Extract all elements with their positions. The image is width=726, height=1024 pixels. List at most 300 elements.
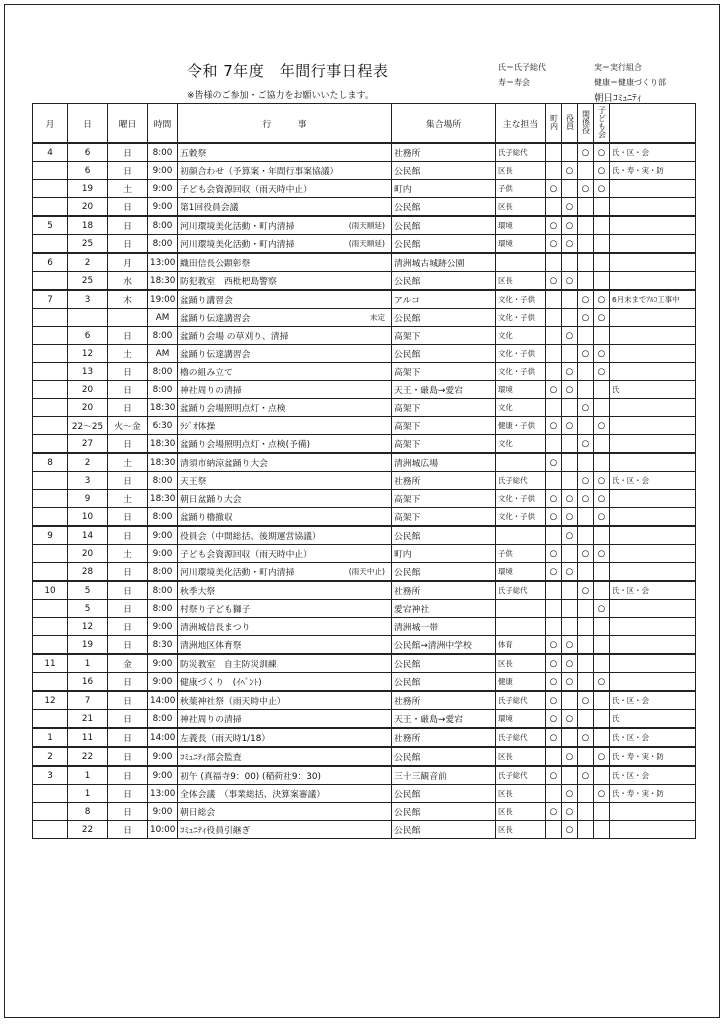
kodomokai-mark: ○ [594, 290, 610, 309]
month-cell [33, 309, 68, 327]
weekday-cell: 日 [108, 673, 148, 692]
day-cell: 7 [68, 691, 108, 710]
table-row [33, 785, 696, 803]
event-cell [178, 821, 392, 839]
day-cell [68, 309, 108, 327]
chonai-mark [546, 309, 562, 327]
notes-cell [610, 216, 696, 235]
place-cell: 高架下 [392, 327, 496, 345]
weekday-cell: 土 [108, 545, 148, 563]
kodomokai-mark [594, 381, 610, 399]
notes-cell [610, 453, 696, 472]
time-cell: AM [148, 309, 178, 327]
page-title: 令和 7年度 年間行事日程表 [187, 62, 389, 80]
event-label: ｺﾐｭﾆﾃｨ部会監査 [180, 753, 242, 763]
event-cell [178, 673, 392, 692]
kankeiyaku-mark [578, 618, 594, 636]
table-row [33, 272, 696, 291]
day-cell: 3 [68, 290, 108, 309]
owner-cell: 環境 [496, 381, 546, 399]
day-cell: 22～25 [68, 417, 108, 435]
chonai-mark [546, 472, 562, 490]
kankeiyaku-mark: ○ [578, 691, 594, 710]
event-cell [178, 766, 392, 785]
event-cell [178, 327, 392, 345]
table-row [33, 581, 696, 600]
day-cell: 2 [68, 453, 108, 472]
notes-cell [610, 654, 696, 673]
time-cell: 18:30 [148, 435, 178, 454]
day-cell: 2 [68, 253, 108, 272]
day-cell: 6 [68, 143, 108, 162]
time-cell: 8:00 [148, 563, 178, 582]
kodomokai-mark: ○ [594, 143, 610, 162]
event-label: 盆踊り会場 の草刈り、清掃 [180, 332, 289, 342]
place-cell: 公民館 [392, 272, 496, 291]
chonai-mark [546, 290, 562, 309]
participation-note: ※皆様のご参加・ご協力をお願いいたします。 [187, 91, 374, 101]
notes-cell: 氏・区・会 [610, 472, 696, 490]
yakuin-mark: ○ [562, 654, 578, 673]
yakuin-mark: ○ [562, 363, 578, 381]
month-cell: 4 [33, 143, 68, 162]
place-cell: 公民館 [392, 654, 496, 673]
place-cell: 高架下 [392, 417, 496, 435]
day-cell: 18 [68, 216, 108, 235]
weekday-cell: 月 [108, 253, 148, 272]
table-row [33, 198, 696, 217]
event-cell [178, 803, 392, 821]
yakuin-mark [562, 600, 578, 618]
event-label: 織田信長公顕彰祭 [180, 259, 251, 269]
event-label: 河川環境美化活動・町内清掃 [180, 222, 295, 232]
yakuin-mark [562, 253, 578, 272]
owner-cell: 氏子総代 [496, 691, 546, 710]
place-cell: 社務所 [392, 728, 496, 747]
month-cell [33, 508, 68, 527]
notes-cell [610, 526, 696, 545]
table-row [33, 216, 696, 235]
event-cell [178, 710, 392, 729]
day-cell: 14 [68, 526, 108, 545]
yakuin-mark [562, 581, 578, 600]
owner-cell: 環境 [496, 216, 546, 235]
chonai-mark: ○ [546, 728, 562, 747]
time-cell: 14:00 [148, 691, 178, 710]
kankeiyaku-mark [578, 654, 594, 673]
event-label: 子ども会資源回収（雨天時中止） [180, 185, 312, 195]
event-label: 全体会議 （事業総括、決算案審議） [180, 790, 326, 800]
yakuin-mark [562, 180, 578, 198]
chonai-mark: ○ [546, 691, 562, 710]
kodomokai-mark: ○ [594, 508, 610, 527]
time-cell: 8:00 [148, 581, 178, 600]
notes-cell [610, 490, 696, 508]
kankeiyaku-mark: ○ [578, 290, 594, 309]
place-cell: アルコ [392, 290, 496, 309]
event-label: 天王祭 [180, 477, 207, 487]
kodomokai-mark [594, 728, 610, 747]
yakuin-mark: ○ [562, 803, 578, 821]
kodomokai-mark [594, 636, 610, 655]
month-cell: 3 [33, 766, 68, 785]
day-cell: 6 [68, 162, 108, 180]
notes-cell: 氏・区・会 [610, 691, 696, 710]
table-row [33, 618, 696, 636]
kankeiyaku-mark [578, 673, 594, 692]
owner-cell: 文化・子供 [496, 490, 546, 508]
kankeiyaku-mark [578, 785, 594, 803]
time-cell: 8:00 [148, 600, 178, 618]
weekday-cell: 日 [108, 747, 148, 766]
kankeiyaku-mark [578, 453, 594, 472]
kankeiyaku-mark [578, 162, 594, 180]
kodomokai-mark [594, 691, 610, 710]
yakuin-mark [562, 453, 578, 472]
legend-kenko: 健康＝健康づくり部 [594, 78, 666, 87]
yakuin-mark [562, 728, 578, 747]
owner-cell: 氏子総代 [496, 143, 546, 162]
event-label: 清須市納涼盆踊り大会 [180, 459, 268, 469]
owner-cell [496, 453, 546, 472]
organization-name: 朝日ｺﾐｭﾆﾃｨ [594, 93, 642, 104]
chonai-mark: ○ [546, 545, 562, 563]
yakuin-mark: ○ [562, 785, 578, 803]
yakuin-mark: ○ [562, 710, 578, 729]
weekday-cell: 日 [108, 363, 148, 381]
event-label: 第1回役員会議 [180, 203, 239, 213]
event-label: 盆踊り会場照明点灯・点検 [180, 404, 286, 414]
yakuin-mark [562, 691, 578, 710]
kankeiyaku-mark [578, 526, 594, 545]
event-label: 役員会（中間総括、後期運営協議） [180, 532, 321, 542]
owner-cell: 文化 [496, 435, 546, 454]
owner-cell: 文化・子供 [496, 508, 546, 527]
chonai-mark [546, 327, 562, 345]
legend-kotobuki: 寿＝寿会 [498, 78, 530, 87]
kankeiyaku-mark [578, 417, 594, 435]
yakuin-mark: ○ [562, 216, 578, 235]
notes-cell [610, 345, 696, 363]
notes-cell: 氏・寿・実・防 [610, 747, 696, 766]
yakuin-mark: ○ [562, 636, 578, 655]
place-cell: 公民館→清洲中学校 [392, 636, 496, 655]
notes-cell: 氏 [610, 710, 696, 729]
event-label: 初午 (真福寺9：00) (稲荷社9：30) [180, 772, 321, 782]
yakuin-mark [562, 472, 578, 490]
weekday-cell: 日 [108, 710, 148, 729]
place-cell: 愛宕神社 [392, 600, 496, 618]
event-cell [178, 399, 392, 417]
table-row [33, 363, 696, 381]
event-cell [178, 272, 392, 291]
event-label: 五穀祭 [180, 149, 207, 159]
month-cell [33, 618, 68, 636]
table-row [33, 435, 696, 454]
kodomokai-mark [594, 766, 610, 785]
day-cell: 13 [68, 363, 108, 381]
time-cell: 6:30 [148, 417, 178, 435]
kankeiyaku-mark [578, 563, 594, 582]
place-cell: 三十三観音前 [392, 766, 496, 785]
month-cell: 9 [33, 526, 68, 545]
event-label: 河川環境美化活動・町内清掃 [180, 240, 295, 250]
day-cell: 25 [68, 235, 108, 254]
day-cell: 9 [68, 490, 108, 508]
kankeiyaku-mark [578, 272, 594, 291]
yakuin-mark [562, 143, 578, 162]
chonai-mark: ○ [546, 235, 562, 254]
place-cell: 天王・厳島→愛宕 [392, 381, 496, 399]
owner-cell: 区長 [496, 785, 546, 803]
weekday-cell: 日 [108, 198, 148, 217]
owner-cell: 体育 [496, 636, 546, 655]
kodomokai-mark [594, 272, 610, 291]
yakuin-mark [562, 290, 578, 309]
month-cell [33, 272, 68, 291]
month-cell [33, 345, 68, 363]
table-row [33, 508, 696, 527]
place-cell: 高架下 [392, 435, 496, 454]
yakuin-mark: ○ [562, 417, 578, 435]
chonai-mark [546, 399, 562, 417]
weekday-cell [108, 309, 148, 327]
month-cell [33, 803, 68, 821]
chonai-mark [546, 747, 562, 766]
table-row [33, 309, 696, 327]
time-cell: 8:00 [148, 143, 178, 162]
weekday-cell: 日 [108, 508, 148, 527]
weekday-cell: 金 [108, 654, 148, 673]
kodomokai-mark [594, 526, 610, 545]
kodomokai-mark: ○ [594, 545, 610, 563]
event-cell [178, 563, 392, 582]
place-cell: 公民館 [392, 747, 496, 766]
kankeiyaku-mark: ○ [578, 581, 594, 600]
day-cell: 5 [68, 600, 108, 618]
chonai-mark: ○ [546, 636, 562, 655]
place-cell: 社務所 [392, 691, 496, 710]
event-label: 秋葉神社祭（雨天時中止） [180, 697, 286, 707]
time-cell: 9:00 [148, 180, 178, 198]
kodomokai-mark: ○ [594, 490, 610, 508]
table-row [33, 253, 696, 272]
yakuin-mark: ○ [562, 526, 578, 545]
chonai-mark: ○ [546, 490, 562, 508]
notes-cell [610, 235, 696, 254]
weekday-cell: 日 [108, 381, 148, 399]
chonai-mark [546, 600, 562, 618]
weekday-cell: 日 [108, 766, 148, 785]
kankeiyaku-mark [578, 381, 594, 399]
time-cell: 9:00 [148, 162, 178, 180]
weekday-cell: 日 [108, 618, 148, 636]
event-label: 盆踊り講習会 [180, 296, 233, 306]
chonai-mark [546, 821, 562, 839]
event-label: 朝日盆踊り大会 [180, 495, 242, 505]
event-cell [178, 309, 392, 327]
notes-cell [610, 327, 696, 345]
place-cell: 公民館 [392, 198, 496, 217]
weekday-cell: 木 [108, 290, 148, 309]
event-label: 神社周りの清掃 [180, 715, 242, 725]
month-cell [33, 399, 68, 417]
table-row [33, 563, 696, 582]
notes-cell [610, 563, 696, 582]
owner-cell [496, 253, 546, 272]
kankeiyaku-mark: ○ [578, 472, 594, 490]
place-cell: 社務所 [392, 143, 496, 162]
month-cell [33, 198, 68, 217]
place-cell: 公民館 [392, 235, 496, 254]
table-row [33, 290, 696, 309]
event-label: 清洲地区体育祭 [180, 641, 242, 651]
event-cell [178, 785, 392, 803]
event-cell [178, 453, 392, 472]
kankeiyaku-mark [578, 216, 594, 235]
owner-cell: 区長 [496, 162, 546, 180]
kankeiyaku-mark: ○ [578, 545, 594, 563]
time-cell: 9:00 [148, 766, 178, 785]
kankeiyaku-mark: ○ [578, 435, 594, 454]
day-cell: 28 [68, 563, 108, 582]
notes-cell: 氏・区・会 [610, 581, 696, 600]
weekday-cell: 日 [108, 216, 148, 235]
col-month: 月 [33, 104, 68, 144]
table-row [33, 747, 696, 766]
kankeiyaku-mark: ○ [578, 490, 594, 508]
month-cell: 5 [33, 216, 68, 235]
owner-cell: 文化・子供 [496, 345, 546, 363]
kodomokai-mark [594, 453, 610, 472]
event-label: 朝日総会 [180, 808, 216, 818]
event-label: 秋季大祭 [180, 587, 216, 597]
month-cell: 2 [33, 747, 68, 766]
month-cell [33, 417, 68, 435]
time-cell: 9:00 [148, 526, 178, 545]
yakuin-mark: ○ [562, 747, 578, 766]
table-row [33, 180, 696, 198]
day-cell: 11 [68, 728, 108, 747]
day-cell: 22 [68, 747, 108, 766]
chonai-mark: ○ [546, 673, 562, 692]
event-cell [178, 381, 392, 399]
day-cell: 22 [68, 821, 108, 839]
notes-cell [610, 272, 696, 291]
yakuin-mark [562, 618, 578, 636]
notes-cell [610, 821, 696, 839]
event-cell [178, 180, 392, 198]
chonai-mark [546, 345, 562, 363]
event-label: 櫓の組み立て [180, 368, 233, 378]
notes-cell [610, 399, 696, 417]
chonai-mark: ○ [546, 654, 562, 673]
owner-cell [496, 618, 546, 636]
weekday-cell: 日 [108, 636, 148, 655]
time-cell: 10:00 [148, 821, 178, 839]
kodomokai-mark [594, 327, 610, 345]
day-cell: 20 [68, 545, 108, 563]
yakuin-mark [562, 399, 578, 417]
table-row [33, 345, 696, 363]
header-row [33, 104, 696, 144]
weekday-cell: 日 [108, 143, 148, 162]
chonai-mark: ○ [546, 453, 562, 472]
kodomokai-mark [594, 399, 610, 417]
day-cell: 6 [68, 327, 108, 345]
place-cell: 高架下 [392, 363, 496, 381]
chonai-mark: ○ [546, 417, 562, 435]
place-cell: 清洲城広場 [392, 453, 496, 472]
place-cell: 公民館 [392, 673, 496, 692]
chonai-mark: ○ [546, 766, 562, 785]
day-cell: 16 [68, 673, 108, 692]
time-cell: 19:00 [148, 290, 178, 309]
kodomokai-mark [594, 216, 610, 235]
time-cell: AM [148, 345, 178, 363]
chonai-mark: ○ [546, 563, 562, 582]
weekday-cell: 日 [108, 691, 148, 710]
col-notes [610, 104, 696, 144]
month-cell [33, 381, 68, 399]
table-row [33, 381, 696, 399]
day-cell: 20 [68, 399, 108, 417]
schedule-table [32, 103, 696, 839]
chonai-mark: ○ [546, 216, 562, 235]
notes-cell [610, 309, 696, 327]
owner-cell: 区長 [496, 747, 546, 766]
day-cell: 5 [68, 581, 108, 600]
day-cell: 8 [68, 803, 108, 821]
notes-cell [610, 435, 696, 454]
owner-cell: 氏子総代 [496, 472, 546, 490]
event-label: 盆踊り櫓撤収 [180, 513, 233, 523]
time-cell: 8:00 [148, 327, 178, 345]
kankeiyaku-mark [578, 747, 594, 766]
month-cell [33, 785, 68, 803]
place-cell: 清洲城一帯 [392, 618, 496, 636]
owner-cell: 文化・子供 [496, 363, 546, 381]
notes-cell [610, 636, 696, 655]
kodomokai-mark: ○ [594, 363, 610, 381]
event-cell [178, 216, 392, 235]
kodomokai-mark [594, 563, 610, 582]
place-cell: 公民館 [392, 162, 496, 180]
weekday-cell: 日 [108, 785, 148, 803]
event-label: 神社周りの清掃 [180, 386, 242, 396]
event-label: 盆踊り伝達講習会 [180, 314, 251, 324]
time-cell: 8:00 [148, 235, 178, 254]
event-cell [178, 162, 392, 180]
weekday-cell: 日 [108, 563, 148, 582]
notes-cell: 6月末までｱﾙｺ工事中 [610, 290, 696, 309]
notes-cell [610, 508, 696, 527]
kankeiyaku-mark: ○ [578, 766, 594, 785]
col-yakuin: 役員 [562, 104, 578, 144]
table-row [33, 710, 696, 729]
table-row [33, 235, 696, 254]
chonai-mark [546, 526, 562, 545]
owner-cell: 区長 [496, 272, 546, 291]
col-event: 行 事 [178, 104, 392, 144]
event-cell [178, 363, 392, 381]
notes-cell: 氏・区・会 [610, 143, 696, 162]
weekday-cell: 日 [108, 526, 148, 545]
month-cell [33, 180, 68, 198]
weekday-cell: 日 [108, 435, 148, 454]
owner-cell: 氏子総代 [496, 766, 546, 785]
place-cell: 公民館 [392, 785, 496, 803]
